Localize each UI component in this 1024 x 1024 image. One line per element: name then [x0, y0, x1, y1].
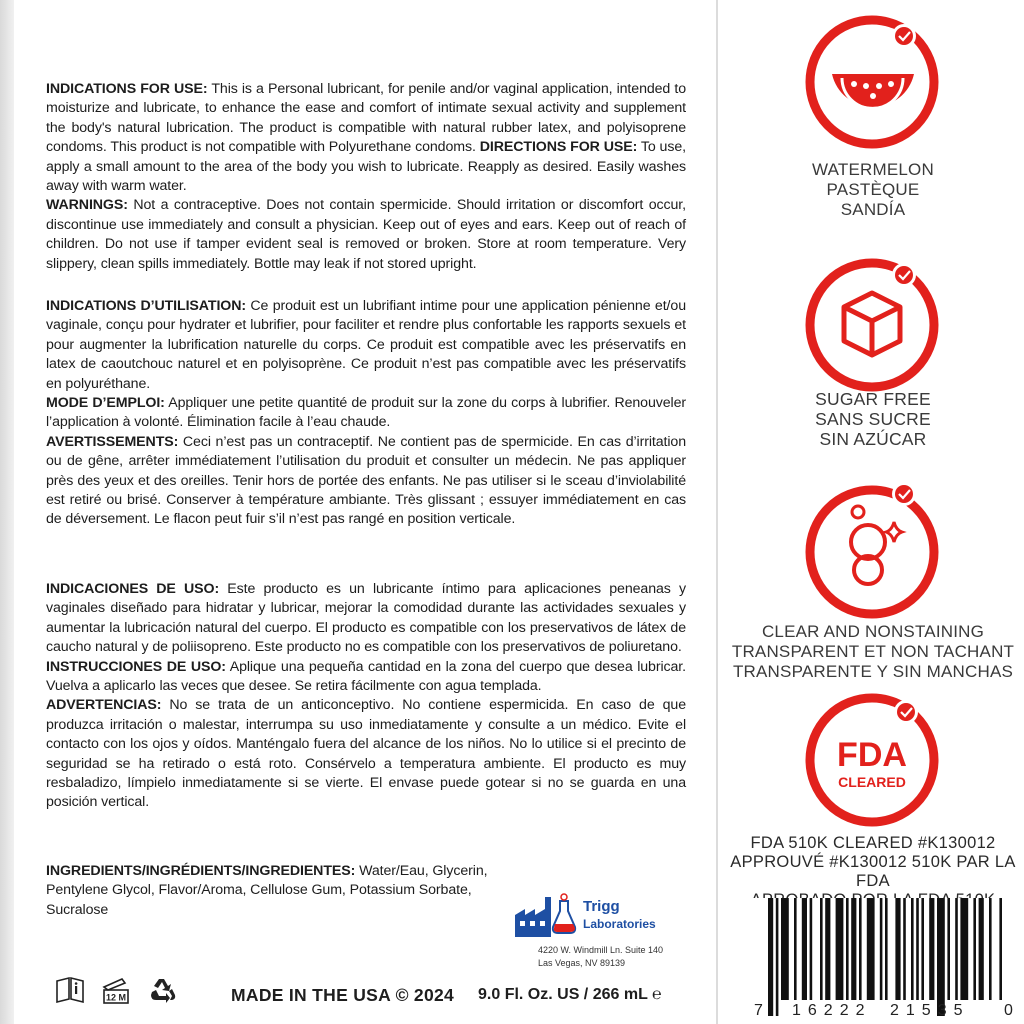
- barcode-bar: [885, 898, 888, 1000]
- barcode-bar: [794, 898, 797, 1000]
- barcode-bar: [810, 898, 813, 1000]
- indications-heading-fr: INDICATIONS D’UTILISATION:: [46, 298, 246, 314]
- barcode-bar: [979, 898, 984, 1000]
- barcode-check-digit: 0: [1004, 1002, 1013, 1019]
- indications-heading: INDICATIONS FOR USE:: [46, 81, 208, 97]
- trigg-name: Trigg: [583, 898, 620, 915]
- directions-heading: DIRECTIONS FOR USE:: [479, 139, 638, 156]
- indications-heading-es: INDICACIONES DE USO:: [46, 581, 220, 597]
- indications-text: This is a Personal lubricant, for penile and/or vaginal application, intended to moisturize and lubricate, to enhance the ease and comfort of intimate sexual activity and supplement the body's natural lubrication. The product is compatible with natural rubber latex, and polyisoprene condoms. This product is not compatible with Polyurethane condoms.: [46, 81, 686, 156]
- instructions-text-es: Aplique una pequeña cantidad en la zona del cuerpo que desea lubricar. Vuelva a aplicarlo las veces que desee. Se retira fácilmente con agua templada.: [46, 658, 686, 695]
- barcode-left-digits: 16222: [792, 1002, 872, 1019]
- barcode-bar: [929, 898, 934, 1000]
- warnings-text-fr: Ceci n’est pas un contraceptif. Ne contient pas de spermicide. En cas d’irritation ou de gêne, arrêter immédiatement l’utilisation du produit et consulter un médecin. Ne pas appliquer près des yeux et des oreilles. Tenir hors de portée des enfants. Ne pas utiliser si le sceau d’inviolabilité est retiré ou brisé. Conserver à température ambiante. Très glissant ; essuyer immédiatement en cas de déversement. Le flacon peut fuir s’il n’est pas rangé en position verticale.: [46, 433, 686, 528]
- trigg-logo: [513, 893, 663, 939]
- barcode-bar: [937, 898, 945, 1016]
- barcode-bar: [776, 898, 779, 1016]
- watermelon-icon: [802, 12, 942, 152]
- regulatory-icons: [54, 973, 178, 1005]
- ingredients-heading: INGREDIENTS/INGRÉDIENTS/INGREDIENTES:: [46, 863, 356, 879]
- barcode-bar: [960, 898, 968, 1000]
- flavor-es: SANDÍA: [840, 200, 906, 219]
- barcode-bar: [973, 898, 976, 1000]
- mode-heading-fr: MODE D’EMPLOI:: [46, 395, 165, 412]
- barcode-bar: [859, 898, 862, 1000]
- net-volume: 9.0 Fl. Oz. US / 266 mL ℮: [478, 986, 662, 1003]
- barcode-first-digit: 7: [754, 1002, 763, 1019]
- address-line-2: Las Vegas, NV 89139: [538, 958, 626, 968]
- barcode-bar: [836, 898, 844, 1000]
- barcode-bar: [880, 898, 883, 1000]
- indications-text-fr: Ce produit est un lubrifiant intime pour une application pénienne et/ou vaginale, conçu pour hydrater et lubrifier, pour faciliter et rendre plus confortable les rapports sexuels et pour augmenter la lubrification naturelle du corps. Ce produit est compatible avec les préservatifs en latex de caoutchouc naturel et en polyisoprène. Ce produit n’est pas compatible avec les préservatifs en polyuréthane.: [46, 298, 686, 392]
- barcode-bar: [825, 898, 830, 1000]
- barcode-bar: [903, 898, 906, 1000]
- instructions-heading-es: INSTRUCCIONES DE USO:: [46, 658, 226, 675]
- barcode-bar: [781, 898, 789, 1000]
- bubbles-icon: [802, 482, 942, 622]
- made-in-usa: MADE IN THE USA © 2024: [231, 985, 455, 1005]
- warnings-text: Not a contraceptive. Does not contain spermicide. Should irritation or discomfort occur, discontinue use immediately and consult a physician. Keep out of eyes and ears. Keep out of reach of children. Do not use if tamper evident seal is removed or broken. Store at room temperature. Very slippery, clean spills immediately. Bottle may leak if not stored upright.: [46, 197, 686, 272]
- sugar-caption: [722, 389, 1024, 449]
- clear-en: CLEAR AND NONSTAINING: [761, 622, 985, 641]
- warnings-heading-es: ADVERTENCIAS:: [46, 697, 162, 714]
- english-instructions: [46, 80, 686, 274]
- barcode-bar: [921, 898, 924, 1000]
- flavor-caption: [722, 160, 1024, 220]
- ingredients: [46, 862, 516, 920]
- flavor-en: WATERMELON: [812, 160, 934, 179]
- sugar-cube-icon: [802, 255, 942, 395]
- barcode-bar: [989, 898, 992, 1000]
- recycle-icon: [146, 973, 178, 1005]
- trigg-subname: Laboratories: [583, 917, 656, 931]
- mode-text-fr: Appliquer une petite quantité de produit sur la zone du corps à lubrifier. Renouveler l’application à volonté. Élimination facile à l’eau chaude.: [46, 395, 687, 431]
- package-edge: [0, 0, 14, 1024]
- barcode-bar: [802, 898, 807, 1000]
- clear-caption: [722, 622, 1024, 682]
- warnings-heading-fr: AVERTISSEMENTS:: [46, 433, 179, 450]
- upc-barcode: [742, 898, 1017, 1024]
- barcode-right-digits: 21535: [890, 1002, 970, 1019]
- barcode-bar: [999, 898, 1002, 1000]
- clear-es: TRANSPARENTE Y SIN MANCHAS: [732, 662, 1014, 681]
- ingredients-text: Water/Eau, Glycerin, Pentylene Glycol, Flavor/Aroma, Cellulose Gum, Potassium Sorbate, Sucralose: [46, 863, 488, 918]
- fda-small-text: CLEARED: [838, 774, 906, 790]
- address-line-1: 4220 W. Windmill Ln. Suite 140: [538, 945, 664, 955]
- barcode-bar: [867, 898, 875, 1000]
- barcode-bar: [846, 898, 849, 1000]
- fda-big-text: FDA: [837, 736, 907, 774]
- warnings-heading: WARNINGS:: [46, 197, 128, 214]
- fda-fr: APPROUVÉ #K130012 510K PAR LA FDA: [730, 853, 1016, 890]
- barcode-bar: [916, 898, 919, 1000]
- open-jar-12m-icon: [100, 973, 132, 1005]
- warnings-text-es: No se trata de un anticonceptivo. No contiene espermicida. En caso de que produzca irritación o malestar, interrumpa su uso inmediatamente y consulte a un médico. Evite el contacto con los ojos y oídos. Manténgalo fuera del alcance de los niños. No lo utilice si el precinto de seguridad se ha retirado o está roto. Consérvelo a temperatura ambiente. El producto es muy resbaladizo, límpielo inmediatamente si se vierte. El envase puede gotear si no se guarda en una posición vertical.: [46, 697, 686, 811]
- french-instructions: [46, 297, 686, 530]
- indications-text-es: Este producto es un lubricante íntimo para aplicaciones peneanas y vaginales diseñado para hidratar y lubricar, mejorar la comodidad durante las actividades sexuales y aumentar la lubricación natural del cuerpo. El producto es compatible con los preservativos de látex de caucho natural y de poliisopreno. Este producto no es compatible con los preservativos de poliuretano.: [46, 581, 686, 656]
- open-book-icon: [54, 973, 86, 1005]
- fda-cleared-icon: [802, 690, 942, 830]
- directions-text: To use, apply a small amount to the area of the body you wish to lubricate. Reapply as desired. Easily washes away with warm water.: [46, 139, 686, 195]
- sugar-es: SIN AZÚCAR: [819, 429, 927, 449]
- barcode-bar: [947, 898, 950, 1000]
- barcode-bar: [768, 898, 773, 1016]
- barcode-bar: [895, 898, 900, 1000]
- barcode-bar: [851, 898, 856, 1000]
- barcode-bar: [911, 898, 914, 1000]
- factory-flask-icon: [513, 893, 579, 939]
- barcode-bar: [820, 898, 823, 1000]
- sugar-fr: SANS SUCRE: [815, 409, 931, 429]
- spanish-instructions: [46, 580, 686, 813]
- panel-divider: [716, 0, 718, 1024]
- pao-label: 12 M: [105, 992, 127, 1003]
- flavor-fr: PASTÈQUE: [826, 180, 920, 199]
- fda-en: FDA 510K CLEARED #K130012: [750, 834, 996, 852]
- barcode-bar: [955, 898, 958, 1000]
- manufacturer-address: [538, 944, 663, 970]
- sugar-en: SUGAR FREE: [815, 389, 931, 409]
- clear-fr: TRANSPARENT ET NON TACHANT: [731, 642, 1015, 661]
